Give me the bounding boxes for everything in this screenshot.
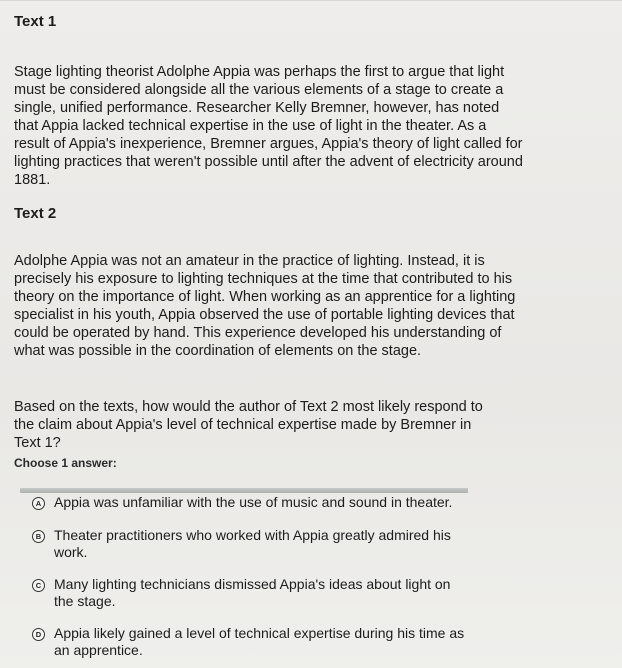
option-b-letter-badge[interactable]: B — [32, 530, 45, 543]
option-c-text: Many lighting technicians dismissed Appia's ideas about light on the stage. — [54, 576, 451, 609]
option-c-letter-badge[interactable]: C — [32, 579, 45, 592]
option-a-letter-badge[interactable]: A — [32, 497, 45, 510]
text2-body: Adolphe Appia was not an amateur in the practice of lighting. Instead, it is precisely his exposure to lighting techniques at the time that contributed to his theory on the importance of light. When working as an apprentice for a lighting specialist in his youth, Appia observed the use of portable lighting devices that could be operated by hand. This experience developed his understanding of what was possible in the coordination of elements on the stage. — [14, 253, 516, 359]
answer-option-b[interactable] — [32, 527, 472, 561]
answer-option-a[interactable] — [32, 494, 472, 511]
option-a-text: Appia was unfamiliar with the use of music and sound in theater. — [54, 494, 453, 510]
question-prompt: Based on the texts, how would the author of Text 2 most likely respond to the claim about Appia's level of technical expertise made by Bremner in Text 1? — [14, 399, 483, 451]
option-d-text: Appia likely gained a level of technical expertise during his time as an apprentice. — [54, 625, 465, 658]
text2-title: Text 2 — [14, 205, 57, 222]
option-b-text: Theater practitioners who worked with Appia greatly admired his work. — [54, 527, 451, 560]
answer-divider — [20, 488, 468, 493]
option-d-letter-badge[interactable]: D — [32, 628, 45, 641]
text1-body: Stage lighting theorist Adolphe Appia was perhaps the first to argue that light must be considered alongside all the various elements of a stage to create a single, unified performance. Researcher Kelly Bremner, however, has noted that Appia lacked technical expertise in the use of light in the theater. As a result of Appia's inexperience, Bremner argues, Appia's theory of light called for lighting practices that weren't possible until after the advent of electricity around 1881. — [14, 64, 523, 188]
answer-option-d[interactable] — [32, 625, 472, 659]
choose-instruction: Choose 1 answer: — [14, 456, 117, 470]
top-divider — [0, 0, 622, 1]
text1-title: Text 1 — [14, 13, 57, 30]
answer-option-c[interactable] — [32, 576, 472, 610]
